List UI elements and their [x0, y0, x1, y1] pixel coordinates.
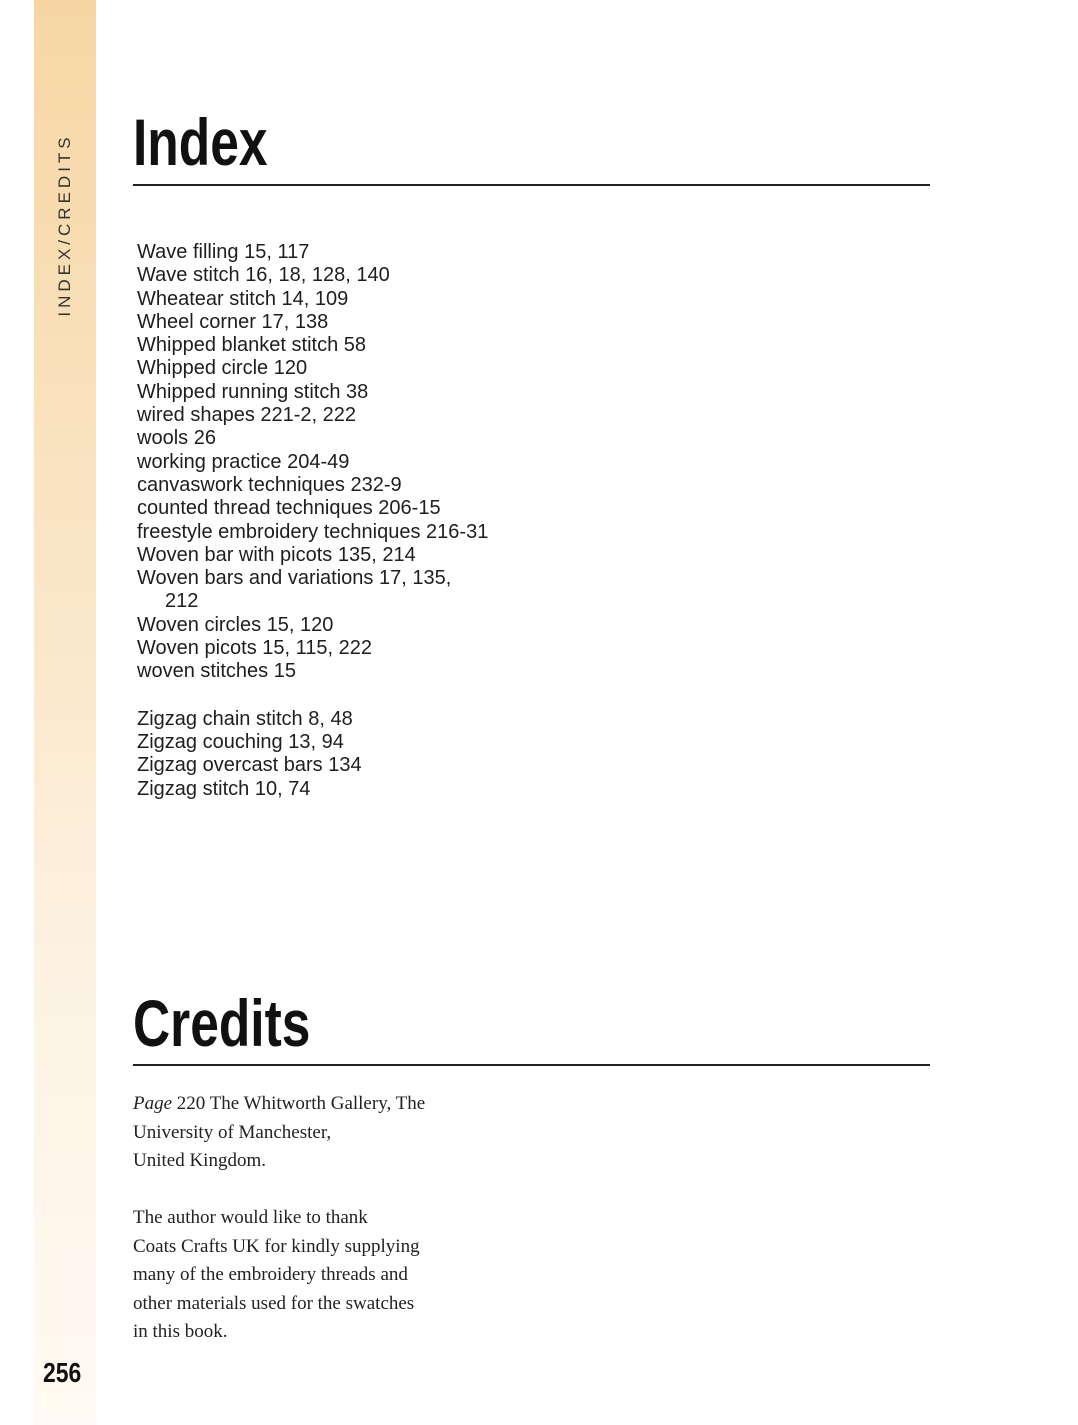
index-entry	[137, 778, 657, 801]
index-pages: 8, 48	[308, 707, 353, 730]
credits-page-reference	[133, 1090, 493, 1176]
index-entry	[137, 357, 657, 380]
index-entry	[137, 567, 657, 614]
index-entry	[137, 381, 657, 404]
index-pages: 135, 214	[337, 543, 416, 566]
index-entry	[137, 731, 657, 754]
index-pages: 15, 117	[244, 241, 310, 263]
credits-line: United Kingdom.	[133, 1150, 266, 1171]
index-term: Whipped blanket stitch	[137, 334, 339, 357]
index-heading: Index	[133, 105, 268, 179]
index-divider	[133, 184, 930, 186]
index-pages: 216-31	[426, 520, 489, 543]
index-subentry	[137, 474, 657, 497]
index-entry	[137, 708, 657, 731]
index-pages: 13, 94	[288, 730, 344, 753]
index-entry	[137, 311, 657, 334]
index-entry	[137, 544, 657, 567]
index-pages: 232-9	[350, 473, 402, 496]
credits-line	[133, 1090, 493, 1119]
index-pages: 120	[273, 357, 308, 380]
index-entry	[137, 241, 657, 264]
index-pages-continued: 212	[165, 590, 199, 613]
index-pages: 134	[328, 754, 362, 777]
index-entry	[137, 637, 657, 660]
index-entry	[137, 427, 657, 450]
index-entry	[137, 614, 657, 637]
index-term: working practice	[137, 450, 282, 473]
index-pages: 204-49	[287, 450, 350, 473]
index-entry	[137, 288, 657, 311]
index-term: counted thread techniques	[137, 497, 373, 520]
index-pages: 38	[346, 380, 369, 403]
index-term: Woven circles	[137, 613, 262, 636]
credits-line: in this book.	[133, 1321, 228, 1342]
index-term: Zigzag overcast bars	[137, 754, 323, 777]
index-term: Wave filling	[137, 241, 239, 263]
index-term: Zigzag stitch	[137, 777, 250, 800]
index-pages: 17, 135,	[379, 567, 452, 590]
index-pages: 16, 18, 128, 140	[245, 264, 390, 287]
credits-heading: Credits	[133, 986, 311, 1060]
index-pages: 206-15	[378, 497, 441, 520]
credits-line: Coats Crafts UK for kindly supplying	[133, 1235, 420, 1257]
index-pages: 221-2, 222	[260, 404, 357, 427]
index-entry	[137, 451, 657, 474]
index-term: Wheel corner	[137, 310, 256, 333]
index-entry	[137, 334, 657, 357]
index-term: woven stitches	[137, 660, 269, 683]
index-term: canvaswork techniques	[137, 473, 345, 496]
index-entry	[137, 754, 657, 777]
index-pages: 15, 120	[266, 613, 334, 636]
index-pages: 26	[193, 427, 216, 450]
index-entry	[137, 660, 657, 683]
credits-line: other materials used for the swatches	[133, 1292, 415, 1314]
index-term: wools	[137, 427, 189, 450]
index-pages: 10, 74	[254, 777, 311, 800]
index-term: Wave stitch	[137, 264, 240, 287]
index-entry	[137, 264, 657, 287]
index-term: Woven picots	[137, 637, 257, 660]
credits-acknowledgement	[133, 1204, 493, 1347]
index-pages: 58	[343, 334, 367, 357]
index-term: Zigzag chain stitch	[137, 707, 303, 730]
index-entry	[137, 404, 657, 427]
index-term: freestyle embroidery techniques	[137, 520, 421, 543]
page-ref-label: Page	[133, 1093, 173, 1114]
page-ref-text: 220 The Whitworth Gallery, The	[176, 1093, 426, 1114]
credits-divider	[133, 1064, 930, 1066]
index-pages: 15	[273, 660, 296, 683]
index-term: Whipped circle	[137, 357, 269, 380]
credits-line: The author would like to thank	[133, 1207, 368, 1228]
index-term: Zigzag couching	[137, 730, 283, 753]
index-term: Woven bars and variations	[137, 567, 374, 590]
page-number: 256	[43, 1357, 82, 1388]
index-pages: 17, 138	[261, 310, 329, 333]
index-term: wired shapes	[137, 404, 255, 427]
index-subentry	[137, 497, 657, 520]
index-term: Whipped running stitch	[137, 380, 341, 403]
index-term: Woven bar with picots	[137, 543, 333, 566]
index-subentry	[137, 521, 657, 544]
section-label: INDEX/CREDITS	[55, 133, 74, 317]
index-pages: 15, 115, 222	[262, 637, 372, 660]
credits-line: University of Manchester,	[133, 1121, 332, 1143]
credits-line: many of the embroidery threads and	[133, 1264, 408, 1285]
index-list	[137, 241, 657, 801]
index-term: Wheatear stitch	[137, 287, 276, 310]
index-pages: 14, 109	[281, 287, 349, 310]
